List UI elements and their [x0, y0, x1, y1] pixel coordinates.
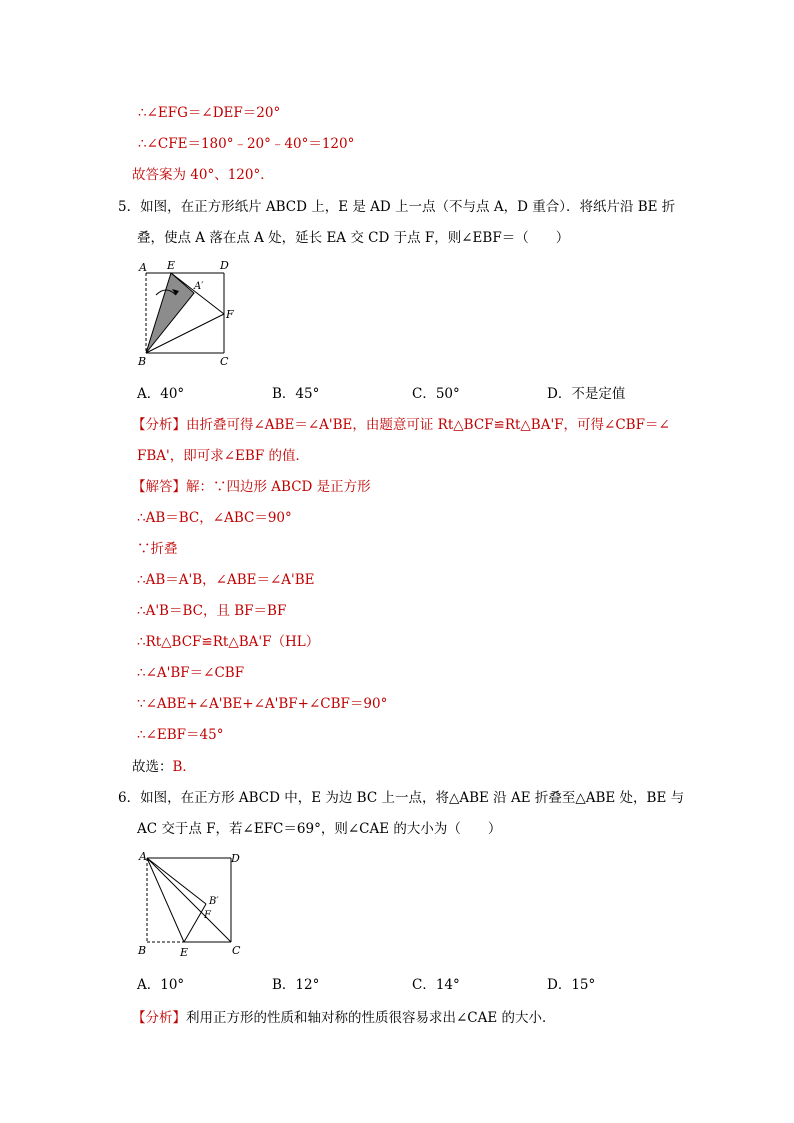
q6-stem-line-1: 6．如图，在正方形 ABCD 中，E 为边 BC 上一点，将△ABE 沿 AE 折叠至△ABE 处，BE 与 [118, 790, 685, 806]
q6-label-D: D [231, 852, 240, 865]
q5-solution-line-1 [132, 477, 371, 497]
q5-label-F: F [226, 308, 234, 321]
q5-solution-line-9: ∴∠EBF＝45° [137, 727, 224, 743]
q5-solution-line-7: ∴∠A'BF＝∠CBF [137, 665, 245, 681]
q6-line-ab1 [147, 858, 206, 904]
q5-figure [136, 255, 246, 370]
q6-choice-d: D．15° [547, 977, 596, 993]
q5-label-A1: A′ [194, 281, 204, 292]
prev-solution-answer: 故答案为 40°、120°． [132, 167, 274, 183]
q6-label-F: F [204, 910, 211, 921]
prev-solution-line-2: ∴∠CFE＝180°﹣20°﹣40°＝120° [138, 136, 355, 152]
q6-choice-c: C．14° [412, 977, 460, 993]
q6-analysis-text-1: 利用正方形的性质和轴对称的性质很容易求出∠CAE 的大小． [186, 1010, 556, 1026]
q5-analysis-text-1: 由折叠可得∠ABE＝∠A'BE，由题意可证 Rt△BCF≌Rt△BA'F，可得∠CBF＝∠ [186, 417, 670, 433]
q5-label-A: A [139, 261, 147, 274]
q6-analysis-tag: 【分析】 [132, 1010, 186, 1026]
q6-line-eb1 [184, 904, 206, 942]
q6-label-B: B [138, 944, 147, 957]
q5-stem-line-1: 5．如图，在正方形纸片 ABCD 上，E 是 AD 上一点（不与点 A，D 重合）．将纸片沿 BE 折 [118, 199, 676, 215]
q5-analysis-line-1 [132, 415, 670, 435]
q6-stem-line-2: AC 交于点 F，若∠EFC＝69°，则∠CAE 的大小为（ ） [137, 821, 502, 837]
q5-solution-line-8: ∵∠ABE+∠A'BE+∠A'BF+∠CBF＝90° [137, 696, 388, 712]
q6-label-A: A [139, 850, 147, 863]
q6-choice-a: A．10° [137, 977, 185, 993]
q5-label-E: E [167, 259, 176, 272]
q6-figure [136, 848, 248, 960]
q5-solution-line-4: ∴AB＝A'B，∠ABE＝∠A'BE [137, 572, 315, 588]
q5-choice-b: B．45° [272, 386, 320, 402]
q5-solution-text: 解：∵四边形 ABCD 是正方形 [186, 479, 371, 495]
q5-answer-value: B． [172, 759, 196, 775]
q5-choice-a: A．40° [137, 386, 185, 402]
q5-analysis-tag: 【分析】 [132, 417, 186, 433]
q5-choice-c: C．50° [412, 386, 460, 402]
q6-analysis-line-1 [132, 1008, 556, 1028]
q5-stem-line-2: 叠，使点 A 落在点 A 处，延长 EA 交 CD 于点 F，则∠EBF＝（ ） [137, 230, 570, 246]
prev-solution-line-1: ∴∠EFG＝∠DEF＝20° [138, 105, 281, 121]
q6-label-C: C [232, 944, 241, 957]
q5-choice-d: D．不是定值 [547, 386, 626, 402]
q5-label-B: B [138, 355, 147, 368]
q5-solution-tag: 【解答】 [132, 479, 186, 495]
q5-answer [132, 757, 196, 777]
q5-solution-line-5: ∴A'B＝BC，且 BF＝BF [137, 603, 287, 619]
q5-label-D: D [220, 259, 229, 272]
q5-solution-line-6: ∴Rt△BCF≌Rt△BA'F（HL） [137, 634, 320, 650]
q5-answer-prefix: 故选： [132, 759, 173, 775]
q5-label-C: C [220, 355, 229, 368]
q6-choice-b: B．12° [272, 977, 320, 993]
q5-analysis-line-2: FBA'，即可求∠EBF 的值． [137, 448, 309, 464]
q6-label-B1: B′ [209, 896, 219, 907]
q6-line-ae [147, 858, 184, 942]
q5-solution-line-3: ∵折叠 [137, 541, 178, 557]
q5-solution-line-2: ∴AB＝BC，∠ABC＝90° [137, 510, 292, 526]
q6-label-E: E [180, 946, 189, 959]
